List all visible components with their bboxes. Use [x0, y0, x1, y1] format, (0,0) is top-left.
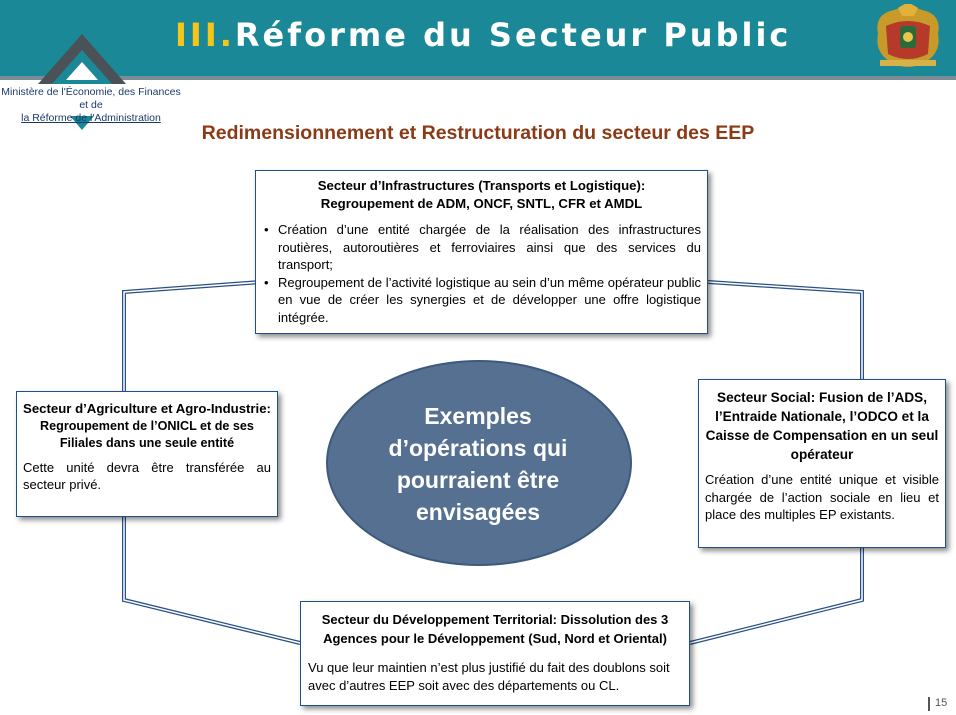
ministry-name-line1: Ministère de l'Économie, des Finances et de — [1, 86, 181, 111]
center-text-line4: envisagées — [415, 499, 541, 525]
center-ellipse-text — [338, 400, 618, 528]
box-infrastructures-title-line1: Secteur d’Infrastructures (Transports et Logistique): — [317, 178, 646, 193]
box-infrastructures — [255, 170, 708, 334]
box-social-body: Création d’une entité unique et visible chargée de l’action sociale en lieu et place des multiples EP existants. — [705, 472, 939, 522]
box-territorial-title: Secteur du Développement Territorial: Dissolution des 3 Agences pour le Développement (Sud, Nord et Oriental) — [321, 612, 669, 646]
box-social-title: Secteur Social: Fusion de l’ADS, l’Entraide Nationale, l’ODCO et la Caisse de Compensation en un seul opérateur — [705, 390, 939, 462]
page-number: 15 — [935, 697, 948, 709]
box-infrastructures-title-line2: Regroupement de ADM, ONCF, SNTL, CFR et AMDL — [320, 195, 643, 211]
list-item: • Regroupement de l’activité logistique au sein d’un même opérateur public en vue de créer les synergies et de développer une offre logistique intégrée. — [262, 274, 701, 327]
box-agriculture-title — [23, 400, 271, 453]
box-agriculture-title-line2: Regroupement de l’ONICL et de ses Filiales dans une seule entité — [40, 418, 254, 450]
center-text-line1: Exemples — [424, 403, 532, 429]
box-infrastructures-list — [262, 221, 701, 326]
box-infrastructures-title — [262, 177, 701, 212]
box-agriculture-body: Cette unité devra être transférée au secteur privé. — [23, 459, 271, 492]
center-text-line2: d’opérations qui — [388, 435, 568, 461]
list-item: • Création d’une entité chargée de la réalisation des infrastructures routières, autoroutières et ferroviaires ainsi que des services du transport; — [262, 221, 701, 274]
diagram-subtitle: Redimensionnement et Restructuration du secteur des EEP — [201, 122, 755, 144]
box-territorial-body: Vu que leur maintien n’est plus justifié du fait des doublons soit avec d’autres EEP soit avec des départements ou CL. — [308, 660, 670, 693]
box-agriculture-title-line1: Secteur d’Agriculture et Agro-Industrie: — [23, 401, 271, 416]
ministry-name-line2: la Réforme de l'Administration — [21, 112, 161, 124]
section-title: Réforme du Secteur Public — [234, 16, 792, 54]
page-number-divider — [928, 697, 930, 711]
box-social — [698, 379, 946, 548]
center-text-line3: pourraient être — [396, 467, 560, 493]
box-territorial — [300, 601, 690, 706]
box-agriculture — [16, 391, 278, 517]
section-number: III. — [175, 16, 235, 54]
